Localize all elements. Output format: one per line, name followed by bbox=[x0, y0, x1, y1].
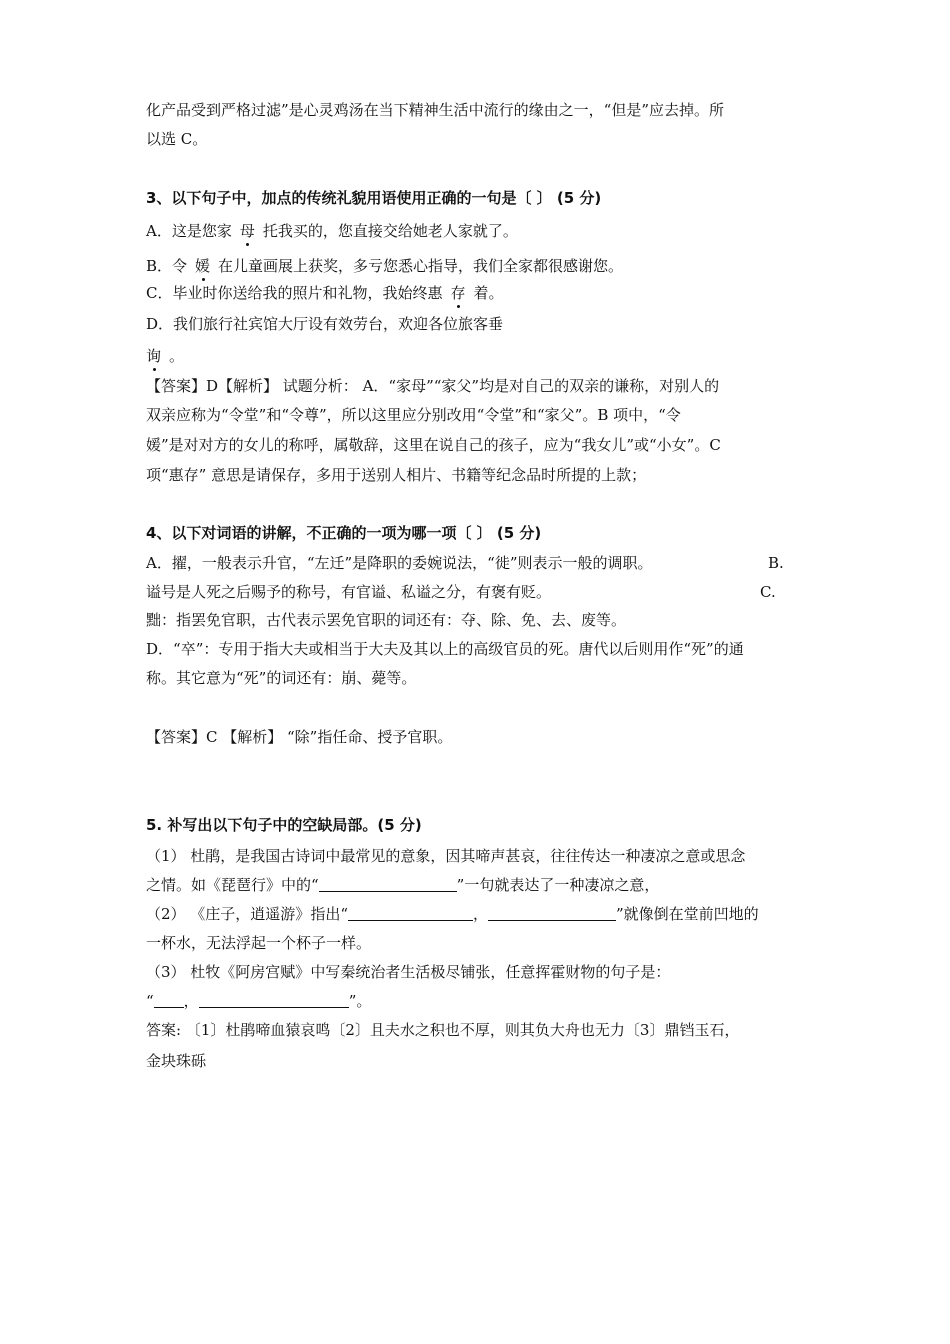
q5-item-3-text-pre: “ bbox=[146, 992, 154, 1010]
fill-blank[interactable] bbox=[319, 876, 457, 892]
q3-answer-line-2: 双亲应称为“令堂”和“令尊”，所以这里应分别改用“令堂”和“家父”。B 项中，“令 bbox=[146, 406, 681, 424]
question-4-title: 4、以下对词语的讲解，不正确的一项为哪一项〔 〕 (5 分) bbox=[146, 524, 542, 542]
q3-answer-line-4: 项“惠存” 意思是请保存，多用于送别人相片、书籍等纪念品时所提的上款； bbox=[146, 466, 647, 484]
emphasis-dot-char: 母 bbox=[239, 222, 255, 240]
q3-option-d-cont bbox=[146, 346, 184, 366]
fill-blank[interactable] bbox=[348, 905, 473, 921]
q3-option-c bbox=[146, 283, 504, 303]
q4-option-a: A．擢，一般表示升官，“左迁”是降职的委婉说法，“徙”则表示一般的调职。 bbox=[146, 554, 653, 572]
intro-line-1: 化产品受到严格过滤”是心灵鸡汤在当下精神生活中流行的缘由之一，“但是”应去掉。所 bbox=[146, 101, 725, 119]
q4-option-d-line-1: D．“卒”：专用于指大夫或相当于大夫及其以上的高级官员的死。唐代以后则用作“死”的通 bbox=[146, 640, 744, 658]
q5-item-3-line-1: （3） 杜牧《阿房宫赋》中写秦统治者生活极尽铺张，任意挥霍财物的句子是： bbox=[146, 963, 671, 981]
q4-option-c-label: C. bbox=[760, 583, 776, 601]
q3-option-b bbox=[146, 256, 623, 276]
q3-d-text-end: 。 bbox=[169, 347, 185, 365]
q3-answer-line-1: 【答案】D【解析】 试题分析： A．“家母”“家父”均是对自己的双亲的谦称，对别人的 bbox=[146, 377, 720, 395]
q3-b-text-pre: B．令 bbox=[146, 257, 188, 275]
fill-blank[interactable] bbox=[488, 905, 616, 921]
q5-item-3-line-2 bbox=[146, 991, 371, 1011]
fill-blank[interactable] bbox=[154, 992, 184, 1008]
q4-option-c: 黜：指罢免官职，古代表示罢免官职的词还有：夺、除、免、去、废等。 bbox=[146, 611, 627, 629]
emphasis-dot-char: 存 bbox=[450, 284, 466, 302]
q5-item-2-text-mid: ， bbox=[472, 905, 488, 923]
q5-answer-line-1: 答案: 〔1〕杜鹃啼血猿哀鸣〔2〕且夫水之积也不厚，则其负大舟也无力〔3〕鼎铛玉石， bbox=[146, 1021, 740, 1039]
question-5-title: 5. 补写出以下句子中的空缺局部。(5 分) bbox=[146, 816, 422, 834]
q5-answer-line-2: 金块珠砾 bbox=[146, 1052, 207, 1070]
q5-item-1-text-post: ”一句就表达了一种凄凉之意， bbox=[456, 876, 660, 894]
q4-option-d-line-2: 称。其它意为“死”的词还有：崩、薨等。 bbox=[146, 669, 417, 687]
q3-d-text-pre: D．我们旅行社宾馆大厅设有效劳台，欢迎各位旅客垂 bbox=[146, 315, 504, 333]
q3-option-d bbox=[146, 314, 503, 334]
q3-option-a bbox=[146, 221, 518, 241]
q5-item-3-text-post: ”。 bbox=[348, 992, 372, 1010]
emphasis-dot-char: 询 bbox=[146, 347, 162, 365]
q4-answer: 【答案】C 【解析】 “除”指任命、授予官职。 bbox=[146, 728, 453, 746]
q5-item-1-line-2 bbox=[146, 875, 659, 895]
q3-a-text-post: 托我买的，您直接交给她老人家就了。 bbox=[262, 222, 518, 240]
question-3-title: 3、以下句子中，加点的传统礼貌用语使用正确的一句是〔 〕 (5 分) bbox=[146, 189, 602, 207]
emphasis-dot-char: 媛 bbox=[195, 257, 211, 275]
q5-item-2-text-post: ”就像倒在堂前凹地的 bbox=[616, 905, 759, 923]
q3-b-text-post: 在儿童画展上获奖，多亏您悉心指导，我们全家都很感谢您。 bbox=[218, 257, 624, 275]
q4-option-b: 谥号是人死之后赐予的称号，有官谥、私谥之分，有褒有贬。 bbox=[146, 583, 552, 601]
q5-item-2-text-pre: （2） 《庄子，逍遥游》指出“ bbox=[146, 905, 348, 923]
q5-item-1-text-pre: 之情。如《琵琶行》中的“ bbox=[146, 876, 319, 894]
q5-item-3-text-mid: ， bbox=[183, 992, 199, 1010]
q3-a-text-pre: A．这是您家 bbox=[146, 222, 232, 240]
intro-line-2: 以选 C。 bbox=[146, 130, 208, 148]
q5-item-1-line-1: （1） 杜鹃，是我国古诗词中最常见的意象，因其啼声甚哀，往往传达一种凄凉之意或思念 bbox=[146, 847, 746, 865]
fill-blank[interactable] bbox=[199, 992, 349, 1008]
q3-c-text-pre: C．毕业时你送给我的照片和礼物，我始终惠 bbox=[146, 284, 443, 302]
q5-item-2-line-1 bbox=[146, 904, 759, 924]
q3-c-text-post: 着。 bbox=[473, 284, 504, 302]
q3-answer-line-3: 媛”是对对方的女儿的称呼，属敬辞，这里在说自己的孩子，应为“我女儿”或“小女”。C bbox=[146, 436, 721, 454]
q4-option-b-label: B. bbox=[768, 554, 784, 572]
q5-item-2-line-2: 一杯水，无法浮起一个杯子一样。 bbox=[146, 934, 372, 952]
